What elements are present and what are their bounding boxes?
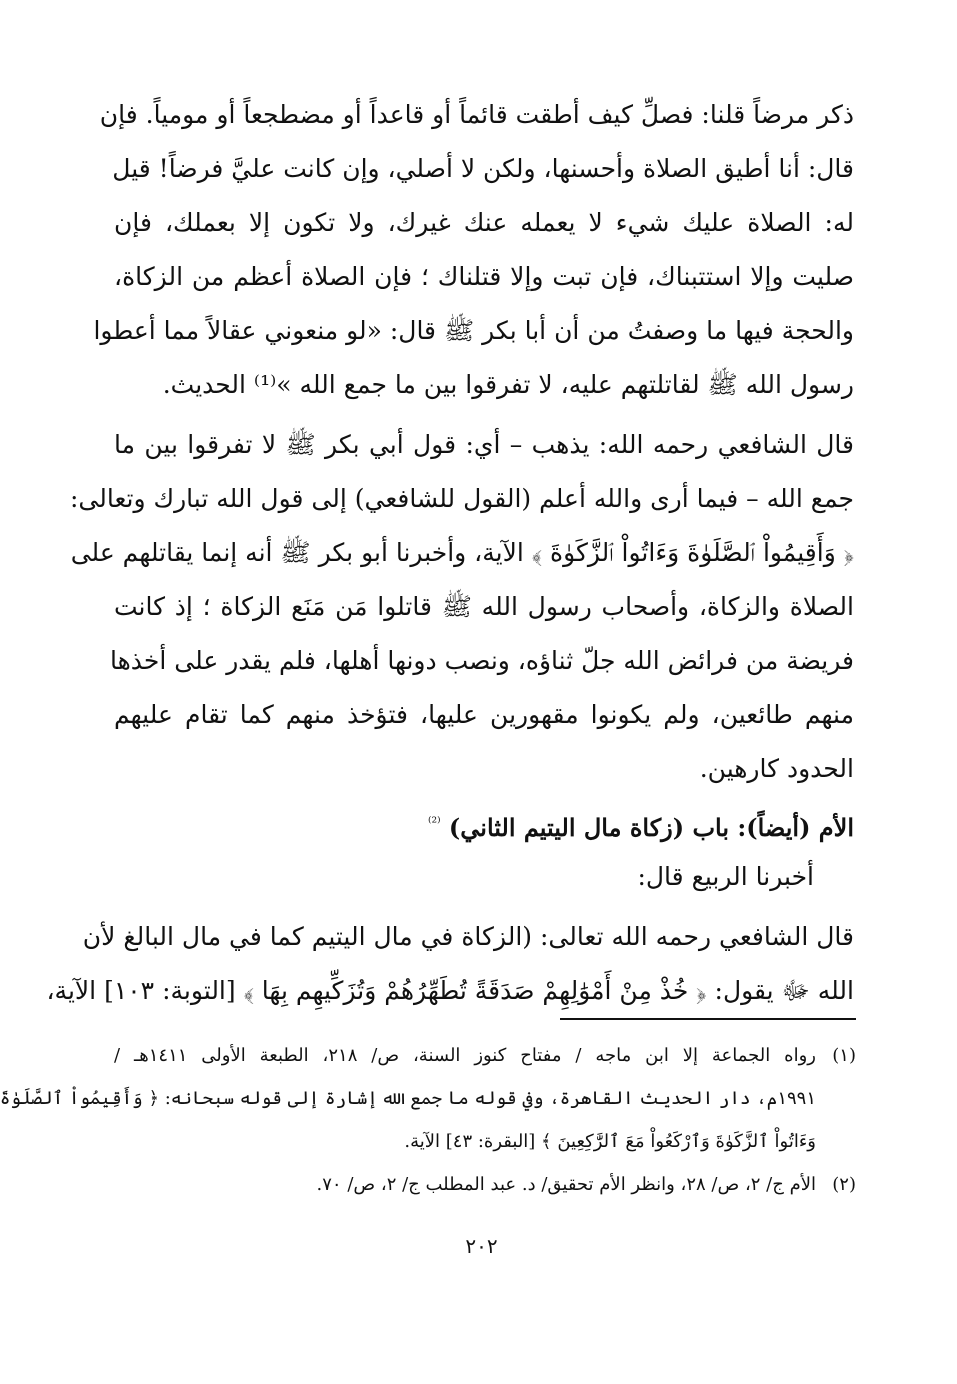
text-line: أخبرنا الربيع قال:: [637, 862, 814, 891]
footnote-line: [114, 1163, 856, 1206]
paragraph-2: [69, 418, 854, 796]
text-line: الصلاة والزكاة، وأصحاب رسول الله ﷺ قاتلوا مَن مَنَع الزكاة ؛ إذ كانت: [114, 592, 854, 621]
footnote-line: ١٩٩١م، دار الحديث القاهرة، وفي قوله ما جمع الله إشارة إلى قوله سبحانه: ﴿ وَأَقِيمُواْ ٱلصَّلَوٰةَ: [0, 1088, 816, 1109]
footnote-text: الأم ج/ ٢، ص/ ٢٨، وانظر الأم تحقيق/ د. عبد المطلب ج/ ٢، ص/ ٧٠.: [316, 1174, 816, 1195]
footnote-text: رواه الجماعة إلا ابن ماجه / مفتاح كنوز السنة، ص/ ٢١٨، الطبعة الأولى ١٤١١هـ /: [114, 1045, 816, 1066]
footnote-line: وَءَاتُواْ ٱلزَّكَوٰةَ وَٱرْكَعُواْ مَعَ ٱلرَّٰكِعِينَ ﴾ [البقرة: ٤٣] الآية.: [404, 1131, 816, 1152]
footnote-number: (٢): [832, 1174, 856, 1195]
section-heading: [114, 796, 854, 850]
page-number: ٢٠٢: [465, 1234, 498, 1258]
text-line: ﴿ وَأَقِيمُواْ ٱلصَّلَوٰةَ وَءَاتُواْ ٱلزَّكَوٰةَ ﴾ الآية، وأخبرنا أبو بكر ﷺ أنه إنما يقاتلهم على: [70, 538, 854, 567]
text-line: الله ﷻ يقول: ﴿ خُذْ مِنْ أَمْوَٰلِهِمْ صَدَقَةً تُطَهِّرُهُمْ وَتُزَكِّيهِم بِهَا ﴾ [التوبة: ١٠٣] الآية،: [46, 976, 854, 1005]
text-line: له: الصلاة عليك شيء لا يعمله عنك غيرك، ولا تكون إلا بعملك، فإن: [114, 208, 854, 237]
text-line: جمع الله – فيما أرى والله أعلم (القول للشافعي) إلى قول الله تبارك وتعالى:: [69, 484, 854, 513]
main-text: [46, 88, 854, 1018]
footnote-ref: ⁽²⁾: [428, 815, 441, 831]
text-line: صليت وإلا استتبناك، فإن تبت وإلا قتلناك ؛ فإن الصلاة أعظم من الزكاة،: [114, 262, 854, 291]
text-line: رسول الله ﷺ لقاتلتهم عليه، لا تفرقوا بين ما جمع الله »⁽¹⁾ الحديث.: [162, 370, 854, 399]
text-line: قال الشافعي رحمه الله تعالى: (الزكاة في مال اليتيم كما في مال البالغ لأن: [82, 922, 854, 951]
text-line: فريضة من فرائض الله جلّ ثناؤه، ونصب دونها أهلها، فلم يقدر على أخذها: [109, 646, 854, 675]
footnote-number: (١): [832, 1045, 856, 1066]
text-line: والحجة فيها ما وصفتُ من أن أبا بكر ﷺ قال: «لو منعوني عقالاً مما أعطوا: [93, 316, 854, 345]
heading-text: الأم (أيضاً): باب (زكاة مال اليتيم الثاني): [448, 813, 854, 842]
text-line: قال: أنا أطيق الصلاة وأحسنها، ولكن لا أصلي، وإن كانت عليَّ فرضاً! قيل: [112, 154, 854, 183]
footnote-line: [114, 1034, 856, 1077]
text-line: ذكر مرضاً قلنا: فصلِّ كيف أطقت قائماً أو قاعداً أو مضطجعاً أو مومياً. فإن: [99, 100, 854, 129]
footnote-divider: [560, 1018, 856, 1020]
text-line: قال الشافعي رحمه الله: يذهب – أي: قول أبي بكر ﷺ لا تفرقوا بين ما: [114, 430, 854, 459]
paragraph-4: [46, 910, 854, 1018]
text-line: الحدود كارهين.: [699, 754, 854, 783]
paragraph-1: [93, 88, 854, 412]
footnotes: [0, 1034, 856, 1206]
text-line: منهم طائعين، ولم يكونوا مقهورين عليها، فتؤخذ منهم كما تقام عليهم: [114, 700, 854, 729]
